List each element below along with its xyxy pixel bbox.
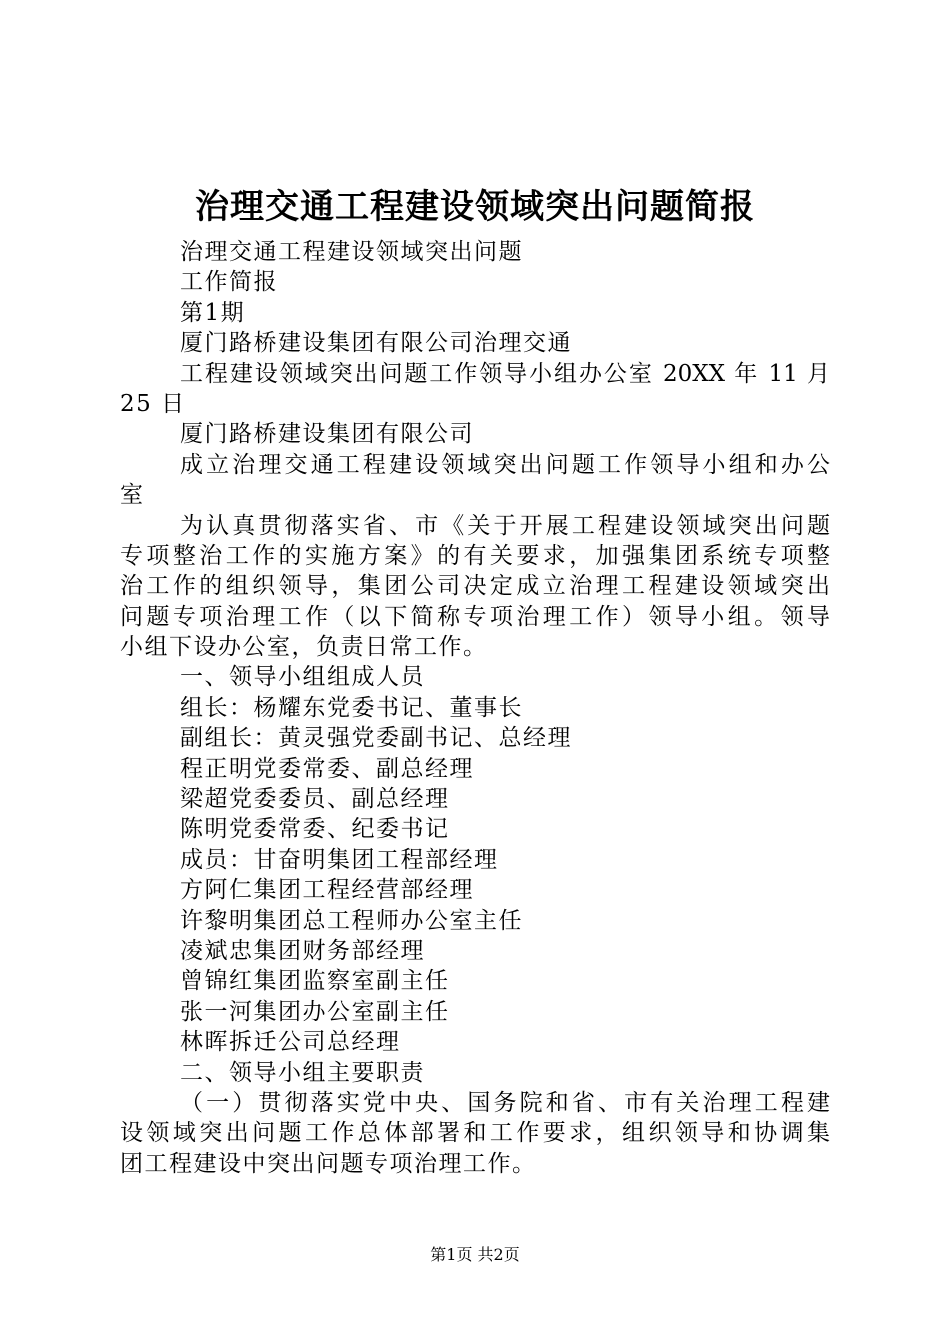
text-line: 专项整治工作的实施方案》的有关要求，加强集团系统专项整 (120, 542, 830, 569)
text-line: 梁超党委委员、副总经理 (180, 786, 450, 813)
text-line: 曾锦红集团监察室副主任 (180, 968, 450, 995)
text-line: 林晖拆迁公司总经理 (180, 1029, 401, 1056)
text-line: 设领域突出问题工作总体部署和工作要求，组织领导和协调集 (120, 1120, 830, 1147)
text-line: 程正明党委常委、副总经理 (180, 755, 474, 782)
text-line: 二、领导小组主要职责 (180, 1059, 425, 1086)
text-line: （一）贯彻落实党中央、国务院和省、市有关治理工程建 (180, 1089, 830, 1116)
text-line: 问题专项治理工作（以下简称专项治理工作）领导小组。领导 (120, 603, 830, 630)
paragraph (120, 1058, 830, 1088)
paragraph (120, 814, 830, 844)
text-line: 方阿仁集团工程经营部经理 (180, 877, 474, 904)
paragraph (120, 1088, 830, 1179)
text-line: 工作简报 (180, 269, 278, 296)
text-line: 副组长：黄灵强党委副书记、总经理 (180, 725, 572, 752)
text-line: 室 (120, 482, 145, 509)
text-line: 为认真贯彻落实省、市《关于开展工程建设领域突出问题 (180, 512, 830, 539)
text-line: 组长：杨耀东党委书记、董事长 (180, 694, 523, 721)
paragraph (120, 723, 830, 753)
text-line: 25 日 (120, 390, 186, 417)
paragraph (120, 936, 830, 966)
text-line: 小组下设办公室，负责日常工作。 (120, 634, 488, 661)
paragraph (120, 875, 830, 905)
paragraph (120, 845, 830, 875)
text-line: 厦门路桥建设集团有限公司 (180, 421, 474, 448)
text-line: 治工作的组织领导，集团公司决定成立治理工程建设领域突出 (120, 573, 830, 600)
paragraph (120, 693, 830, 723)
document-body (120, 237, 830, 1179)
paragraph (120, 328, 830, 358)
text-line: 成立治理交通工程建设领域突出问题工作领导小组和办公 (180, 451, 830, 478)
paragraph (120, 997, 830, 1027)
page-number-footer: 第1页 共2页 (430, 1245, 520, 1264)
paragraph (120, 450, 830, 511)
paragraph (120, 784, 830, 814)
text-line: 治理交通工程建设领域突出问题 (180, 239, 523, 265)
paragraph (120, 1027, 830, 1057)
text-line: 一、领导小组组成人员 (180, 664, 425, 691)
paragraph (120, 298, 830, 328)
text-line: 许黎明集团总工程师办公室主任 (180, 907, 523, 934)
paragraph (120, 267, 830, 297)
paragraph (120, 359, 830, 420)
text-line: 第1期 (180, 299, 246, 326)
paragraph (120, 662, 830, 692)
paragraph (120, 754, 830, 784)
paragraph (120, 237, 830, 267)
paragraph (120, 511, 830, 663)
document-title: 治理交通工程建设领域突出问题简报 (195, 187, 755, 227)
text-line: 团工程建设中突出问题专项治理工作。 (120, 1150, 537, 1177)
paragraph (120, 419, 830, 449)
text-line: 张一河集团办公室副主任 (180, 998, 450, 1025)
paragraph (120, 906, 830, 936)
text-line: 成员：甘奋明集团工程部经理 (180, 846, 499, 873)
text-line: 厦门路桥建设集团有限公司治理交通 (180, 330, 572, 357)
text-line: 工程建设领域突出问题工作领导小组办公室 20XX 年 11 月 (180, 360, 830, 387)
text-line: 凌斌忠集团财务部经理 (180, 937, 425, 964)
text-line: 陈明党委常委、纪委书记 (180, 816, 450, 843)
paragraph (120, 966, 830, 996)
